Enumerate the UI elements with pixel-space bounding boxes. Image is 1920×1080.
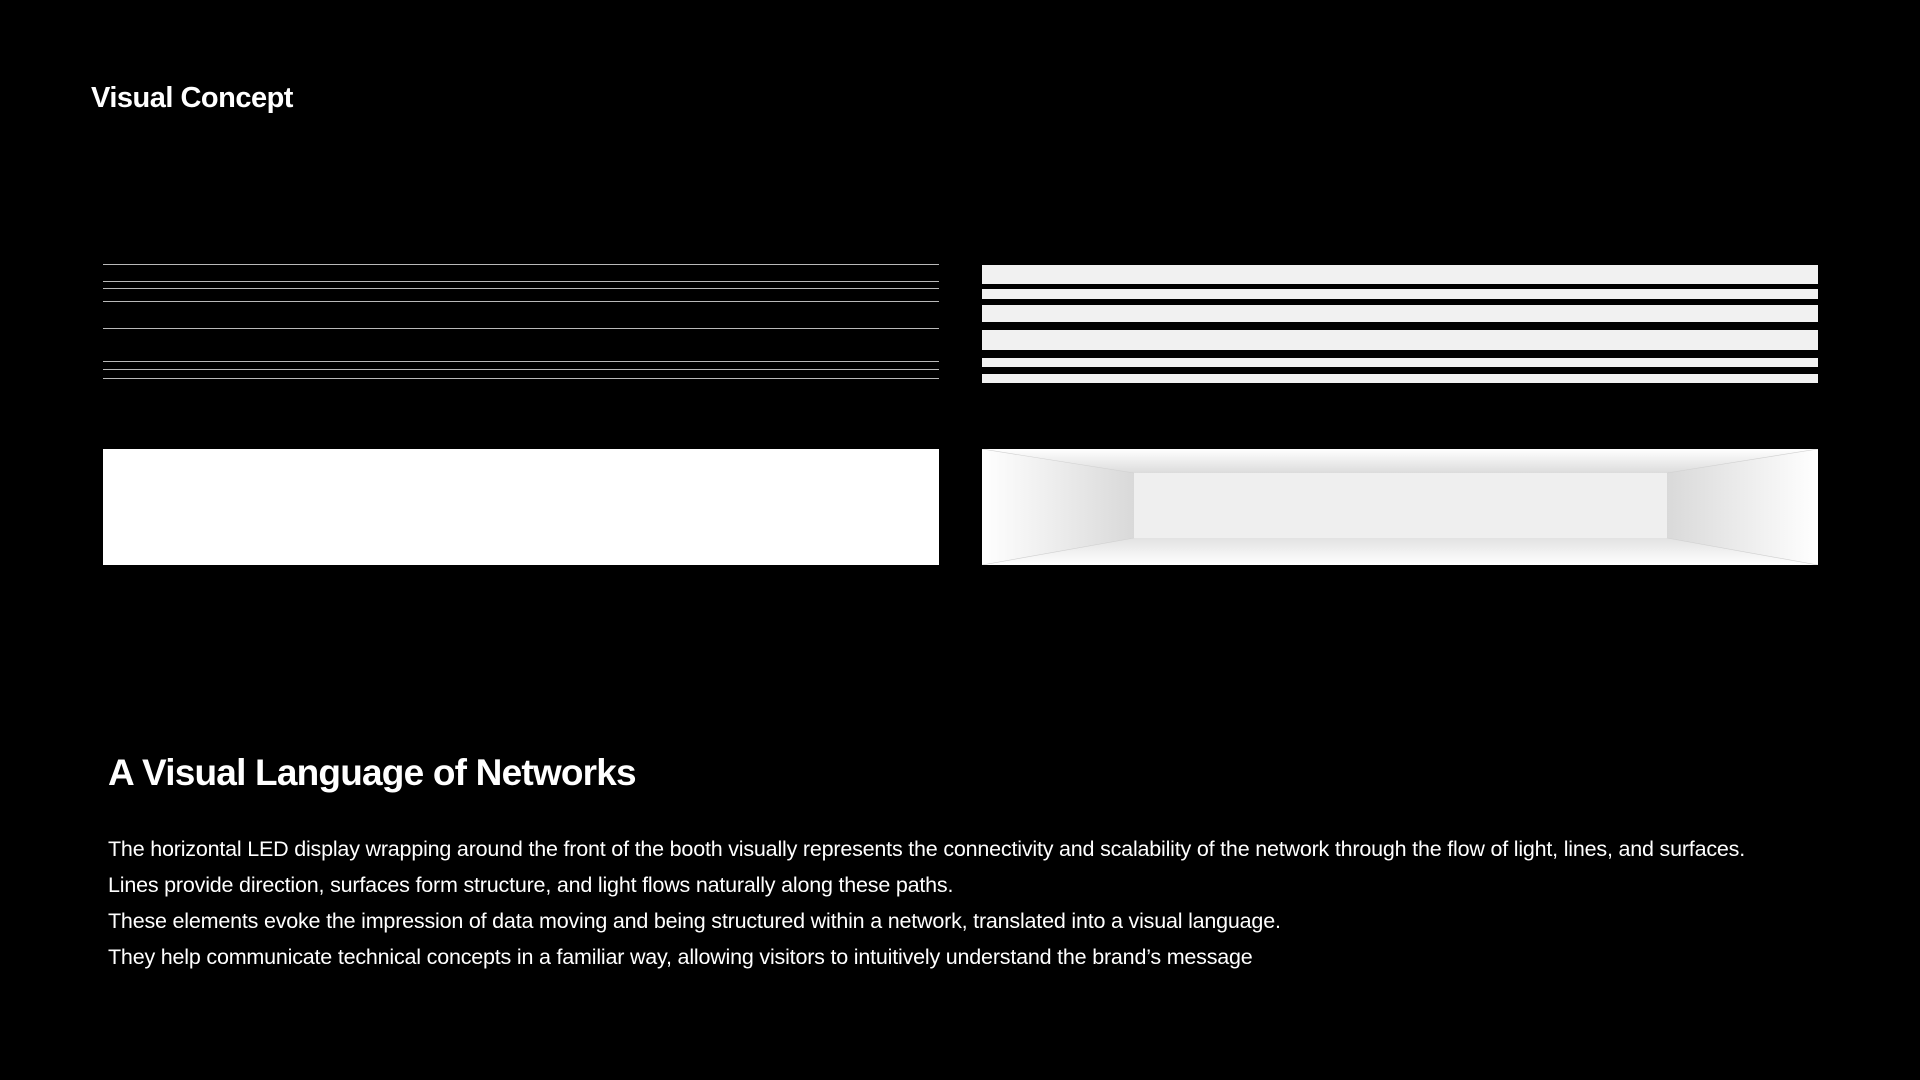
thin-line	[103, 378, 939, 379]
thick-stripe	[982, 289, 1818, 299]
section-heading: A Visual Language of Networks	[108, 752, 636, 793]
thick-stripe	[982, 358, 1818, 367]
thin-line	[103, 301, 939, 302]
light-tunnel-panel	[982, 449, 1818, 565]
paragraph-line: They help communicate technical concepts in a familiar way, allowing visitors to intuitively understand the brand’s message	[108, 945, 1253, 969]
thick-stripe	[982, 330, 1818, 350]
thin-lines-panel	[103, 264, 939, 384]
description-paragraph	[108, 831, 1808, 975]
paragraph-line: These elements evoke the impression of data moving and being structured within a network, translated into a visual language.	[108, 909, 1281, 933]
thin-line	[103, 361, 939, 362]
thick-stripe	[982, 305, 1818, 322]
thin-line	[103, 288, 939, 289]
thin-line	[103, 281, 939, 282]
thick-stripe	[982, 265, 1818, 284]
thick-stripe	[982, 374, 1818, 383]
paragraph-line: Lines provide direction, surfaces form structure, and light flows naturally along these paths.	[108, 873, 954, 897]
thin-line	[103, 264, 939, 265]
tunnel-back-panel	[1134, 473, 1667, 538]
thin-line	[103, 328, 939, 329]
paragraph-line: The horizontal LED display wrapping around the front of the booth visually represents the connectivity and scalability of the network through the flow of light, lines, and surfaces.	[108, 837, 1745, 861]
thin-line	[103, 369, 939, 370]
thick-stripes-panel	[982, 264, 1818, 384]
page-title: Visual Concept	[91, 82, 293, 114]
light-tunnel-graphic	[982, 449, 1818, 565]
white-surface-panel	[103, 449, 939, 565]
